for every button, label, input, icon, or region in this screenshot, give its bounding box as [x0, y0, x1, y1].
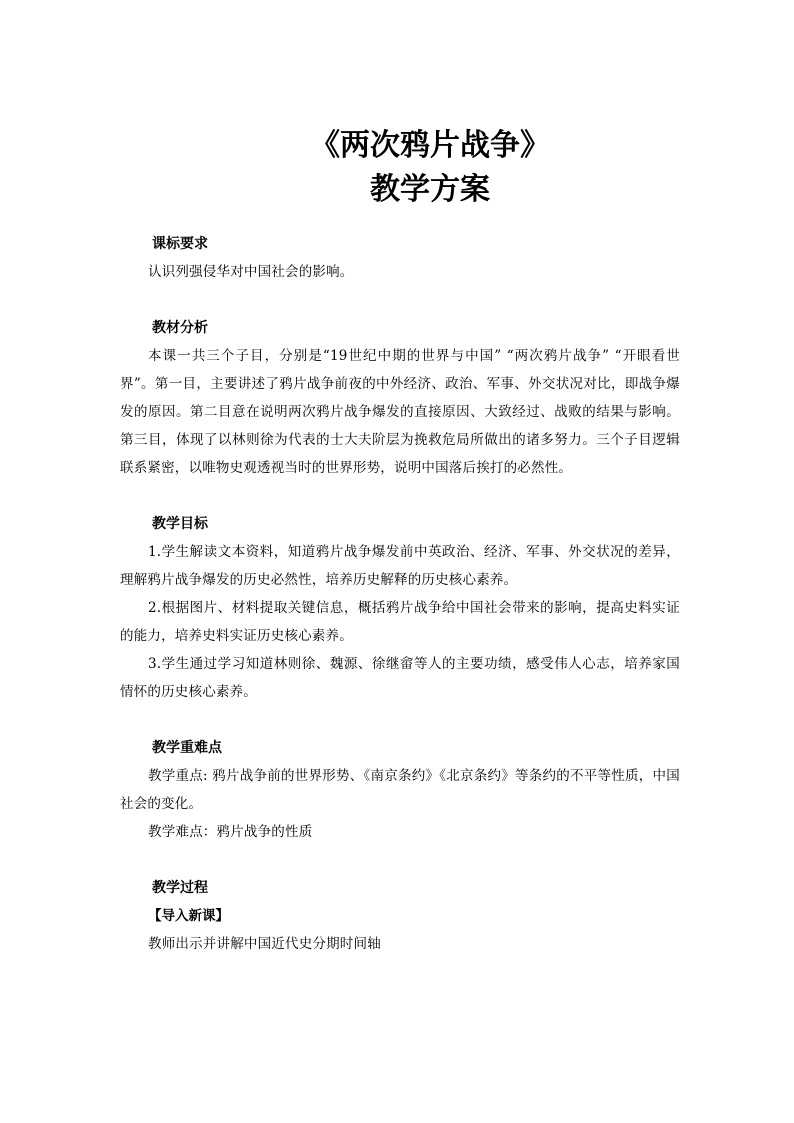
spacer — [120, 286, 680, 314]
document-title — [0, 124, 794, 212]
title-line-2: 教学方案 — [370, 172, 490, 207]
goal-item-3: 3.学生通过学习知道林则徐、魏源、徐继畲等人的主要功绩，感受伟人心志，培养家国情怀的历史核心素养。 — [120, 656, 680, 700]
spacer — [120, 706, 680, 734]
section-heading-keypoints: 教学重难点 — [152, 740, 222, 756]
goal-item-2: 2.根据图片、材料提取关键信息，概括鸦片战争给中国社会带来的影响，提高史料实证的能力，培养史料实证历史核心素养。 — [120, 600, 680, 644]
process-text: 教师出示并讲解中国近代史分期时间轴 — [148, 936, 381, 952]
section-heading-curriculum: 课标要求 — [152, 236, 208, 252]
section-heading-goals: 教学目标 — [152, 516, 208, 532]
spacer — [120, 482, 680, 510]
curriculum-text: 认识列强侵华对中国社会的影响。 — [148, 264, 354, 280]
section-heading-analysis: 教材分析 — [152, 320, 208, 336]
document-body — [120, 230, 680, 958]
spacer — [120, 846, 680, 874]
goal-item-1: 1.学生解读文本资料，知道鸦片战争爆发前中英政治、经济、军事、外交状况的差异，理解鸦片战争爆发的历史必然性，培养历史解释的历史核心素养。 — [120, 544, 680, 588]
analysis-text: 本课一共三个子目，分别是“19世纪中期的世界与中国” “两次鸦片战争” “开眼看世界”。第一目，主要讲述了鸦片战争前夜的中外经济、政治、军事、外交状况对比，即战争爆发的原因。第二目意在说明两次鸦片战争爆发的直接原因、大致经过、战败的结果与影响。第三目，体现了以林则徐为代表的士大夫阶层为挽救危局所做出的诸多努力。三个子目逻辑联系紧密，以唯物史观透视当时的世界形势，说明中国落后挨打的必然性。 — [120, 348, 680, 476]
keypoints-difficulty: 教学难点：鸦片战争的性质 — [148, 824, 313, 840]
process-subheading: 【导入新课】 — [148, 908, 229, 924]
keypoints-focus: 教学重点: 鸦片战争前的世界形势、《南京条约》《北京条约》等条约的不平等性质，中国社会的变化。 — [120, 768, 680, 812]
title-line-1: 《两次鸦片战争》 — [310, 128, 550, 163]
section-heading-process: 教学过程 — [152, 880, 208, 896]
